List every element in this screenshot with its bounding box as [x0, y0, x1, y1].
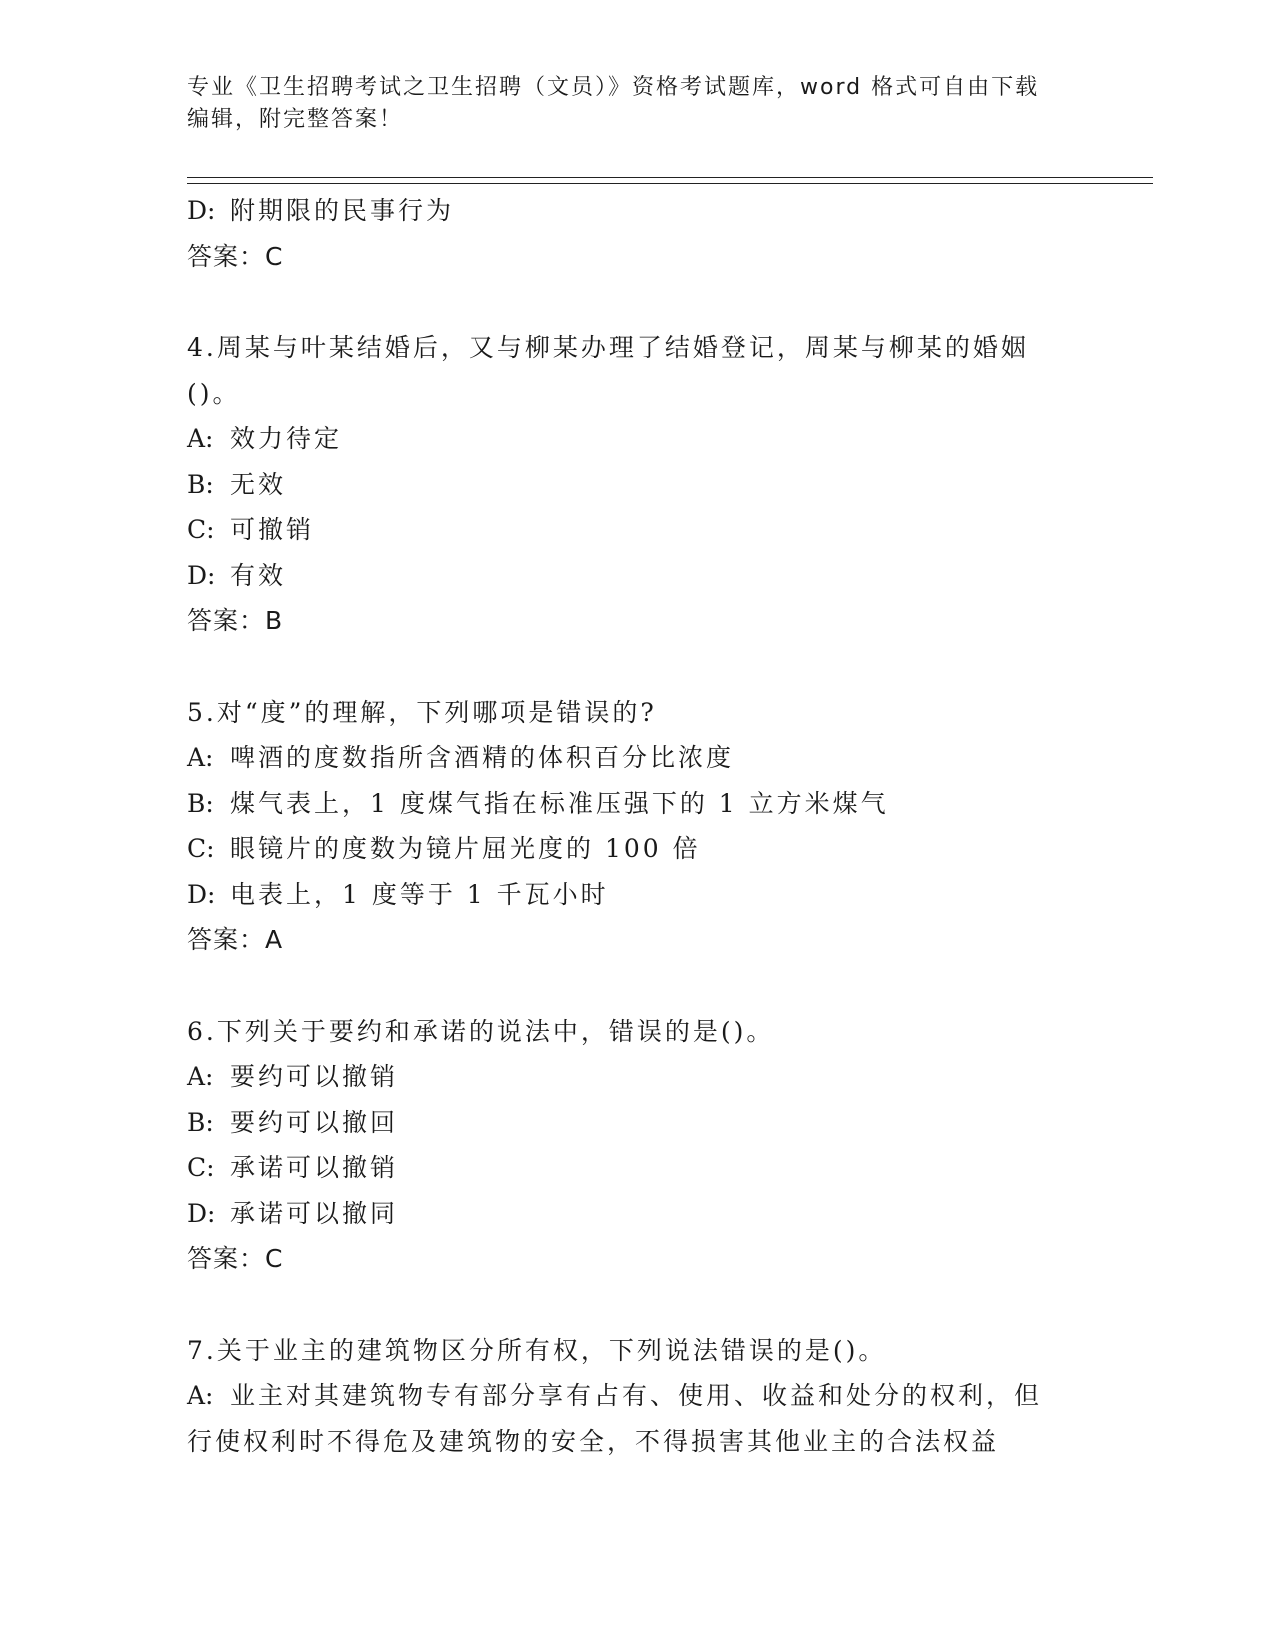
option-text: 啤酒的度数指所含酒精的体积百分比浓度: [230, 743, 735, 772]
option-text: 无效: [230, 469, 287, 499]
option-key: C:: [187, 1153, 215, 1182]
header-line-1: 专业《卫生招聘考试之卫生招聘（文员）》资格考试题库，word 格式可自由下载: [187, 75, 1040, 100]
question-content: [187, 188, 1097, 1464]
answer-line: 答案：C: [187, 1244, 284, 1273]
option-a: [187, 1373, 1097, 1419]
option-a-cont: 行使权利时不得危及建筑物的安全，不得损害其他业主的合法权益: [187, 1426, 1000, 1456]
option-key: A:: [187, 1381, 214, 1410]
option-key: A:: [187, 743, 214, 772]
option-d: [187, 188, 1097, 234]
option-text: 要约可以撤销: [230, 1062, 399, 1091]
header-rule-bottom: [187, 183, 1153, 184]
document-header: [187, 72, 1087, 136]
header-rule-top: [187, 177, 1153, 178]
option-b: [187, 462, 1097, 508]
option-key: D:: [187, 196, 216, 225]
option-c: [187, 826, 1097, 872]
option-text: 有效: [230, 560, 287, 590]
option-text: 承诺可以撤销: [230, 1153, 399, 1182]
option-key: B:: [187, 788, 214, 818]
option-text: 煤气表上，1 度煤气指在标准压强下的 1 立方米煤气: [230, 788, 889, 818]
answer-line: 答案：A: [187, 925, 284, 954]
option-text: 承诺可以撤同: [230, 1198, 399, 1228]
carryover-block: [187, 188, 1097, 279]
option-text: 要约可以撤回: [230, 1107, 399, 1137]
question-stem: 7.关于业主的建筑物区分所有权，下列说法错误的是()。: [187, 1335, 887, 1365]
option-text: 电表上，1 度等于 1 千瓦小时: [230, 879, 609, 909]
question-stem-cont: ()。: [187, 378, 241, 408]
option-text: 效力待定: [230, 424, 343, 453]
option-key: B:: [187, 1107, 214, 1137]
question-stem: 5.对“度”的理解，下列哪项是错误的?: [187, 697, 657, 727]
option-key: B:: [187, 469, 214, 499]
option-a: [187, 735, 1097, 781]
option-d: [187, 553, 1097, 599]
option-a: [187, 1054, 1097, 1100]
answer-line: 答案：C: [187, 241, 284, 271]
option-text: 眼镜片的度数为镜片屈光度的 100 倍: [230, 834, 701, 863]
option-text: 业主对其建筑物专有部分享有占有、使用、收益和处分的权利，但: [230, 1381, 1043, 1410]
question-5: [187, 690, 1097, 963]
option-b: [187, 1100, 1097, 1146]
option-key: A:: [187, 424, 214, 453]
option-b: [187, 781, 1097, 827]
option-key: D:: [187, 879, 216, 909]
question-stem: 6.下列关于要约和承诺的说法中，错误的是()。: [187, 1016, 775, 1046]
option-key: C:: [187, 834, 215, 863]
question-stem: 4.周某与叶某结婚后，又与柳某办理了结婚登记，周某与柳某的婚姻: [187, 333, 1029, 362]
option-c: [187, 507, 1097, 553]
answer-line: 答案：B: [187, 606, 284, 635]
option-text: 可撤销: [230, 515, 315, 544]
option-d: [187, 872, 1097, 918]
option-a: [187, 416, 1097, 462]
question-7: [187, 1328, 1097, 1465]
option-key: A:: [187, 1062, 214, 1091]
question-4: [187, 325, 1097, 644]
option-text: 附期限的民事行为: [230, 196, 455, 225]
option-key: D:: [187, 1198, 216, 1228]
option-key: C:: [187, 515, 215, 544]
question-6: [187, 1009, 1097, 1282]
option-key: D:: [187, 560, 216, 590]
option-d: [187, 1191, 1097, 1237]
header-line-2: 编辑，附完整答案！: [187, 107, 404, 132]
option-c: [187, 1145, 1097, 1191]
